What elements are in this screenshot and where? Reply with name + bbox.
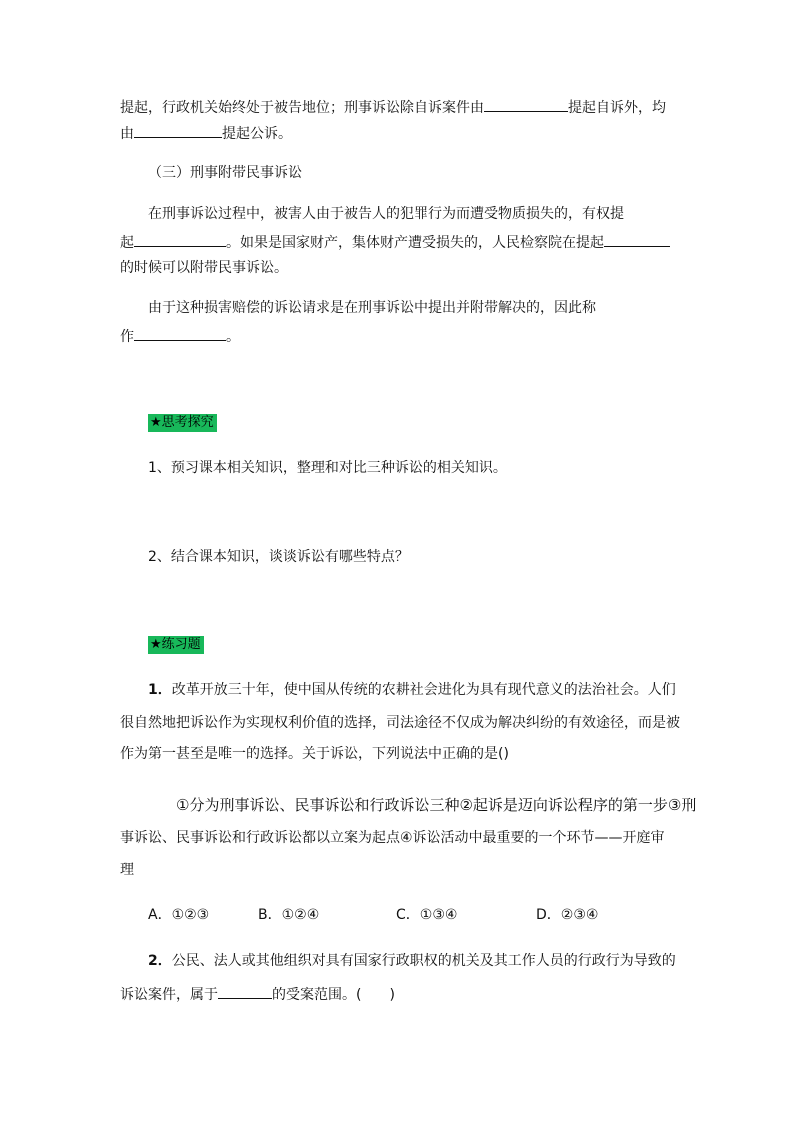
question-text: 公民、法人或其他组织对具有国家行政职权的机关及其工作人员的行政行为导致的 bbox=[171, 953, 676, 969]
option-b[interactable]: B．①②④ bbox=[258, 907, 320, 923]
paragraph-line: 在刑事诉讼过程中，被害人由于被告人的犯罪行为而遭受物质损失的，有权提 bbox=[148, 206, 624, 222]
statement-line: 事诉讼、民事诉讼和行政诉讼都以立案为起点④诉讼活动中最重要的一个环节——开庭审 bbox=[120, 830, 665, 846]
subsection-title: （三）刑事附带民事诉讼 bbox=[148, 165, 302, 181]
question-1-line bbox=[148, 680, 676, 700]
option-d[interactable]: D．②③④ bbox=[536, 907, 599, 923]
statement-line: 理 bbox=[120, 862, 134, 878]
paragraph-line bbox=[120, 325, 240, 347]
intro-text: 提起公诉。 bbox=[222, 126, 292, 142]
paragraph-line: 由于这种损害赔偿的诉讼请求是在刑事诉讼中提出并附带解决的，因此称 bbox=[148, 300, 596, 316]
intro-text: 提起自诉外，均 bbox=[568, 100, 666, 116]
answer-blank[interactable] bbox=[134, 231, 226, 247]
question-1-line: 很自然地把诉讼作为实现权利价值的选择，司法途径不仅成为解决纠纷的有效途径，而是被 bbox=[120, 715, 680, 731]
question-item: 2、结合课本知识，谈谈诉讼有哪些特点？ bbox=[148, 549, 409, 565]
answer-blank[interactable] bbox=[134, 122, 222, 138]
paragraph-text: 。 bbox=[226, 329, 240, 345]
question-1-line: 作为第一甚至是唯一的选择。关于诉讼，下列说法中正确的是() bbox=[120, 746, 509, 762]
question-text: 诉讼案件，属于 bbox=[120, 987, 218, 1003]
paragraph-text: 起 bbox=[120, 235, 134, 251]
answer-blank[interactable] bbox=[134, 325, 226, 341]
question-2-line bbox=[148, 951, 676, 971]
question-text: 的受案范围。( ) bbox=[272, 987, 395, 1003]
question-2-line bbox=[120, 983, 395, 1005]
option-a[interactable]: A．①②③ bbox=[148, 907, 210, 923]
paragraph-text: 作 bbox=[120, 329, 134, 345]
option-c[interactable]: C．①③④ bbox=[396, 907, 458, 923]
section-tag-exercises: ★练习题 bbox=[148, 636, 204, 654]
section-tag-thinking: ★思考探究 bbox=[148, 414, 217, 432]
paragraph-line: 的时候可以附带民事诉讼。 bbox=[120, 260, 288, 276]
intro-text: 提起，行政机关始终处于被告地位；刑事诉讼除自诉案件由 bbox=[120, 100, 484, 116]
intro-text: 由 bbox=[120, 126, 134, 142]
answer-blank[interactable] bbox=[484, 96, 568, 112]
answer-blank[interactable] bbox=[604, 231, 670, 247]
question-item: 1、预习课本相关知识，整理和对比三种诉讼的相关知识。 bbox=[148, 460, 507, 476]
answer-blank[interactable] bbox=[218, 983, 272, 999]
paragraph-line bbox=[120, 231, 670, 253]
question-number: 1． bbox=[148, 682, 172, 698]
question-number: 2． bbox=[148, 953, 172, 969]
question-text: 改革开放三十年，使中国从传统的农耕社会进化为具有现代意义的法治社会。人们 bbox=[171, 682, 676, 698]
intro-line-2 bbox=[120, 122, 292, 144]
paragraph-text: 。如果是国家财产，集体财产遭受损失的，人民检察院在提起 bbox=[226, 235, 604, 251]
statement-line: ①分为刑事诉讼、民事诉讼和行政诉讼三种②起诉是迈向诉讼程序的第一步③刑 bbox=[176, 796, 697, 814]
intro-line-1 bbox=[120, 96, 666, 118]
